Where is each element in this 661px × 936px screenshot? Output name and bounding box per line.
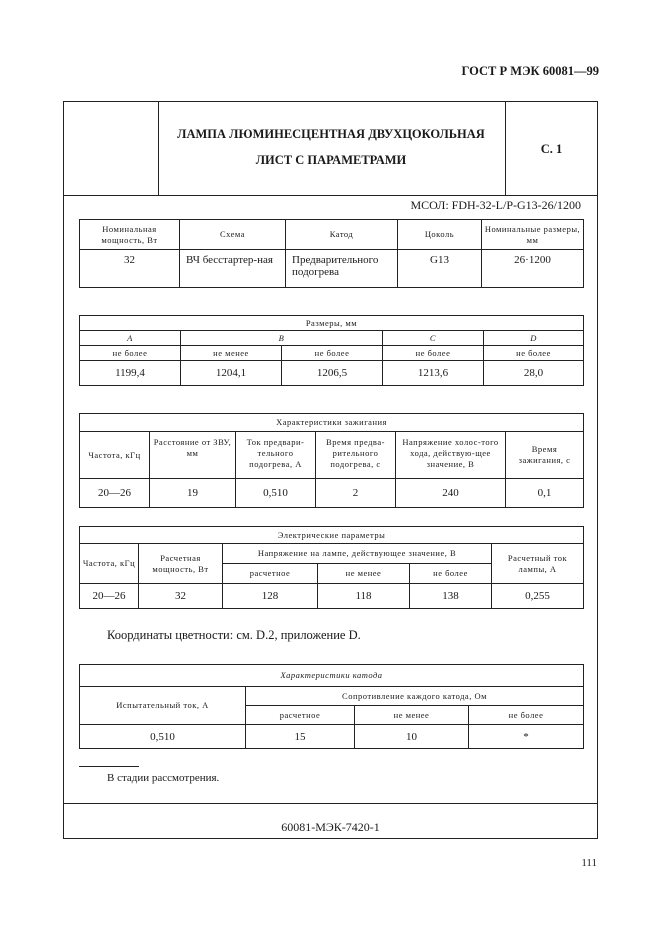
header-resistance-max: не более [469, 706, 584, 725]
lamp-designation: МСОЛ: FDH-32-L/P-G13-26/1200 [410, 198, 581, 212]
header-divider-left [158, 101, 159, 195]
table-title-row [80, 665, 584, 687]
cell-resistance-max: * [469, 725, 584, 749]
header-frequency: Частота, кГц [80, 432, 150, 479]
cell-resistance-rated: 15 [246, 725, 355, 749]
limit-b-max: не более [282, 346, 383, 361]
cell-power: 32 [80, 250, 180, 288]
cell-open-circuit-voltage: 240 [396, 479, 506, 508]
letter-d: D [484, 331, 584, 346]
table-row [80, 584, 584, 609]
cell-preheat-time: 2 [316, 479, 396, 508]
footer-top-line [63, 803, 598, 804]
limit-b-min: не менее [181, 346, 282, 361]
table-row [80, 361, 584, 386]
table-title-row [80, 527, 584, 544]
cell-distance: 19 [150, 479, 236, 508]
letter-a: A [80, 331, 181, 346]
header-rated-power: Расчетная мощность, Вт [139, 544, 223, 584]
header-lamp-voltage: Напряжение на лампе, действующее значение, В [223, 544, 492, 564]
sheet-number: С. 1 [540, 142, 563, 156]
cell-scheme: ВЧ бесстартер-ная [180, 250, 286, 288]
table-row [80, 479, 584, 508]
ignition-table [79, 413, 584, 508]
limit-d: не более [484, 346, 584, 361]
table-header-row [80, 331, 584, 346]
header-frequency: Частота, кГц [80, 544, 139, 584]
electrical-table [79, 526, 584, 609]
cathode-title: Характеристики катода [80, 665, 584, 687]
header-bottom-line [63, 195, 598, 196]
header-scheme: Схема [180, 220, 286, 250]
cell-frequency: 20—26 [80, 479, 150, 508]
cathode-table [79, 664, 584, 749]
header-dimensions: Номинальные размеры, мм [482, 220, 584, 250]
letter-c: C [383, 331, 484, 346]
document-code: 60081-МЭК-7420-1 [281, 820, 380, 834]
header-lamp-current: Расчетный ток лампы, А [492, 544, 584, 584]
value-b-min: 1204,1 [181, 361, 282, 386]
chromaticity-note: Координаты цветности: см. D.2, приложение D. [107, 628, 361, 642]
header-open-circuit-voltage: Напряжение холос-того хода, действую-щее значение, В [396, 432, 506, 479]
dimensions-title: Размеры, мм [80, 316, 584, 331]
cell-ignition-time: 0,1 [506, 479, 584, 508]
ignition-title: Характеристики зажигания [80, 414, 584, 432]
table-title-row [80, 316, 584, 331]
cell-dimensions: 26·1200 [482, 250, 584, 288]
table-header-row [80, 544, 584, 564]
document-title-line1: ЛАМПА ЛЮМИНЕСЦЕНТНАЯ ДВУХЦОКОЛЬНАЯ [177, 127, 485, 141]
value-c: 1213,6 [383, 361, 484, 386]
header-cathode: Катод [286, 220, 398, 250]
footnote: В стадии рассмотрения. [107, 772, 220, 784]
table-header-row [80, 346, 584, 361]
table-row [80, 725, 584, 749]
header-preheat-current: Ток предвари-тельного подогрева, А [236, 432, 316, 479]
lamp-type-table [79, 219, 584, 288]
cell-base: G13 [398, 250, 482, 288]
header-power: Номинальная мощность, Вт [80, 220, 180, 250]
cell-rated-power: 32 [139, 584, 223, 609]
table-header-row [80, 220, 584, 250]
value-d: 28,0 [484, 361, 584, 386]
table-header-row [80, 432, 584, 479]
header-voltage-min: не менее [318, 564, 410, 584]
value-a: 1199,4 [80, 361, 181, 386]
table-header-row [80, 687, 584, 706]
header-ignition-time: Время зажигания, с [506, 432, 584, 479]
header-test-current: Испытательный ток, А [80, 687, 246, 725]
limit-a: не более [80, 346, 181, 361]
document-title-line2: ЛИСТ С ПАРАМЕТРАМИ [255, 153, 407, 167]
electrical-title: Электрические параметры [80, 527, 584, 544]
cell-voltage-rated: 128 [223, 584, 318, 609]
cell-test-current: 0,510 [80, 725, 246, 749]
cell-lamp-current: 0,255 [492, 584, 584, 609]
header-resistance-min: не менее [355, 706, 469, 725]
dimensions-table [79, 315, 584, 386]
table-title-row [80, 414, 584, 432]
cell-resistance-min: 10 [355, 725, 469, 749]
footnote-separator [79, 766, 139, 767]
table-row [80, 250, 584, 288]
header-resistance-rated: расчетное [246, 706, 355, 725]
cell-cathode: Предварительного подогрева [286, 250, 398, 288]
header-voltage-max: не более [410, 564, 492, 584]
header-preheat-time: Время предва-рительного подогрева, с [316, 432, 396, 479]
standard-designation: ГОСТ Р МЭК 60081—99 [461, 64, 599, 78]
page-number: 111 [581, 857, 597, 869]
header-distance: Расстояние от ЗВУ, мм [150, 432, 236, 479]
header-base: Цоколь [398, 220, 482, 250]
cell-preheat-current: 0,510 [236, 479, 316, 508]
letter-b: B [181, 331, 383, 346]
header-cathode-resistance: Сопротивление каждого катода, Ом [246, 687, 584, 706]
limit-c: не более [383, 346, 484, 361]
value-b-max: 1206,5 [282, 361, 383, 386]
cell-frequency: 20—26 [80, 584, 139, 609]
header-voltage-rated: расчетное [223, 564, 318, 584]
cell-voltage-min: 118 [318, 584, 410, 609]
cell-voltage-max: 138 [410, 584, 492, 609]
